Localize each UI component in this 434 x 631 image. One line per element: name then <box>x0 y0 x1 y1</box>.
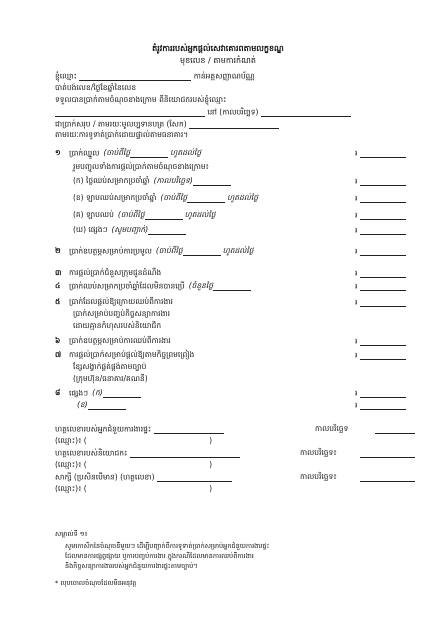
item-number: ៦ <box>55 336 61 345</box>
item-label: ប្រាក់ឈ្នួល <box>69 148 100 158</box>
item-label: (ខ) ឡាបឈប់សម្រាកប្រចាំឆ្នាំ <box>73 193 157 203</box>
payment-item-row <box>55 247 415 256</box>
currency-amount <box>355 337 406 346</box>
currency-symbol: ៛ <box>355 400 358 410</box>
sig-2-name-label: (ឈ្មោះ)៖ ( <box>55 460 87 469</box>
amount-field[interactable] <box>360 298 406 307</box>
currency-symbol: ៛ <box>355 176 358 186</box>
sig-name-2: (ឈ្មោះ)៖ ( ) <box>55 460 212 469</box>
amount-field[interactable] <box>360 351 406 360</box>
payment-item-row <box>55 298 415 307</box>
item-label: ការផ្តល់ប្រាក់សម្រាប់ផ្តល់ឱ្យតាមកិច្ចព្រមព្រៀង <box>69 350 195 359</box>
item-hint: (ចាប់ពីថ្ងៃ <box>103 148 131 158</box>
note-line-1: សូមកោសិកនៃចំណុចនីមួយៗ ដើម្បីបញ្ជាក់ពីការទូទាត់ប្រាក់សម្រាប់អ្នកជំនួយការងារផ្ទះ <box>65 542 270 550</box>
amount-field[interactable] <box>360 401 406 410</box>
name-field[interactable] <box>79 72 191 81</box>
sig-1-name-label: (ឈ្មោះ)៖ ( <box>55 436 87 445</box>
item-hint-field[interactable] <box>193 177 231 186</box>
amount-field[interactable] <box>360 337 406 346</box>
item-label: ការផ្តល់ប្រាក់ជំនួសក្រុមជូនដំណឹង <box>69 268 162 277</box>
payment-item-row <box>55 310 415 319</box>
item-label: ប្រាក់ឧបត្ថម្ភសម្រាប់ការប្រមូល <box>69 246 152 256</box>
sig-2-field[interactable] <box>130 449 240 458</box>
payment-item-row <box>55 351 415 360</box>
item-number: ៥ <box>55 297 61 306</box>
note-heading: សម្គាល់ទី ១៖ <box>55 530 88 538</box>
item-hint-field[interactable] <box>145 211 183 220</box>
sig-3-name-label: (ឈ្មោះ)៖ ( <box>55 484 87 493</box>
bank-row <box>55 131 188 140</box>
payment-item-row <box>55 363 415 372</box>
sig-3-date-label: កាលបរិច្ឆេទ៖ <box>300 472 337 481</box>
employer-label: ទទួលបានប្រាក់តាមចំណុចខាងក្រោម ពីនិយោជករបស់ខ្ញុំឈ្មោះ <box>55 95 227 104</box>
footnote: * លុបចោលចំណុចដែលមិនអនុវត្ត <box>55 579 137 587</box>
sig-row-3 <box>55 473 415 482</box>
at-date-field[interactable] <box>261 108 351 117</box>
currency-symbol: ៛ <box>355 225 358 235</box>
sig-1-date-label: កាលបរិច្ឆេទ <box>315 424 349 433</box>
item-label: ប្រាក់ឧបត្ថម្ភសម្រាប់ការឈប់ពីការងារ <box>69 336 171 345</box>
at-label: នៅ (កាលបរិច្ឆេទ) <box>207 107 259 117</box>
currency-amount <box>355 194 406 203</box>
payment-item-row <box>55 389 415 398</box>
currency-amount <box>355 269 406 278</box>
note-line-2: ដែលមានការផ្សព្វផ្សាយ ឬការបញ្ចប់ការងារ ក្នុងករណីដែលមានការឈប់ពីការងារ <box>65 552 254 560</box>
currency-symbol: ៛ <box>355 297 358 307</box>
name-row <box>55 72 255 81</box>
currency-amount <box>355 389 406 398</box>
sig-name-3: (ឈ្មោះ)៖ ( ) <box>55 484 212 493</box>
item-number: ២ <box>55 246 61 256</box>
item-hint: (កាលបរិច្ឆេទ) <box>153 176 193 186</box>
sig-2-date-label: កាលបរិច្ឆេទ៖ <box>300 448 337 457</box>
currency-amount <box>355 177 406 186</box>
amount-field[interactable] <box>360 226 406 235</box>
payment-item-row <box>55 149 415 158</box>
item-hint-field[interactable] <box>213 282 251 291</box>
item-label: (ក) ថ្លៃឈប់សម្រាកប្រចាំឆ្នាំ <box>73 176 150 186</box>
item-hint: (ចាប់ពីថ្ងៃ <box>117 210 145 220</box>
sig-row-2 <box>55 449 415 458</box>
payment-item-row <box>55 211 415 220</box>
item-label: ប្រាក់ដែលផ្តល់ឱ្យក្រោយឈប់ពីការងារ <box>69 297 173 306</box>
item-label: ដោយគ្មានកំហុសរបស់និយោជិក <box>73 321 162 330</box>
payment-item-row <box>55 282 415 291</box>
item-label: ប្រាក់ឈប់សម្រាកប្រចាំឆ្នាំដែលមិនបានប្រើ <box>69 281 185 291</box>
payment-item-row <box>55 322 415 331</box>
sig-1-label: ហត្ថលេខារបស់អ្នកជំនួយការងារផ្ទះ <box>55 424 152 434</box>
currency-symbol: ៛ <box>355 350 358 360</box>
sig-name-1: (ឈ្មោះ)៖ ( ) <box>55 436 212 445</box>
amount-field[interactable] <box>360 389 406 398</box>
item-hint-field[interactable] <box>88 401 126 410</box>
id-row <box>55 84 136 93</box>
item-number: ៣ <box>55 268 62 277</box>
item-hint: (ក) <box>92 388 103 398</box>
form-subtitle: មុខលេខ / តាមការកំណត់ <box>180 56 256 65</box>
method-row <box>55 120 279 129</box>
item-hint: (ខ) <box>77 400 88 410</box>
sig-row-1 <box>55 425 415 434</box>
item-hint: (ចំនួនថ្ងៃ <box>188 281 214 291</box>
method-label: ជាប្រាក់សរុប / តាមរយៈមូលប្បទានបត្រ (សែក) <box>55 119 187 129</box>
item-hint: (ចាប់ពីថ្ងៃ <box>160 193 188 203</box>
item-label: ប្រាក់សម្រាប់បញ្ចប់កិច្ចសន្យាការងារ <box>73 309 171 318</box>
amount-field[interactable] <box>360 211 406 220</box>
currency-symbol: ៛ <box>355 246 358 256</box>
payment-item-row <box>55 177 415 186</box>
amount-field[interactable] <box>360 177 406 186</box>
amount-field[interactable] <box>360 194 406 203</box>
sig-1-field[interactable] <box>154 425 224 434</box>
note-line-3: និងកិច្ចសន្យាការងាររបស់អ្នកជំនួយការងារផ្ទះតាមច្បាប់។ <box>65 562 198 570</box>
currency-symbol: ៛ <box>355 268 358 278</box>
form-title: តំរូវការរបស់អ្នកផ្តល់សេវាគោរពតាមលក្ខខណ្ឌ <box>152 44 284 53</box>
amount-field[interactable] <box>360 282 406 291</box>
item-number: ៤ <box>55 281 61 291</box>
item-hint-end: ហូតដល់ថ្ងៃ <box>227 193 259 203</box>
currency-amount <box>355 298 406 307</box>
payment-item-row <box>55 375 415 384</box>
method-field[interactable] <box>189 120 279 129</box>
sig-2-label: ហត្ថលេខារបស់និយោជក៖ <box>55 448 128 458</box>
amount-field[interactable] <box>360 149 406 158</box>
payment-item-row <box>55 401 415 410</box>
item-label: (ក្រុមហ៊ុន/ធនាគារ/គណនី) <box>73 374 148 383</box>
item-hint-field[interactable] <box>187 194 225 203</box>
amount-field[interactable] <box>360 269 406 278</box>
sig-1-date-field[interactable] <box>375 425 415 434</box>
payment-item-row <box>55 163 415 172</box>
currency-amount <box>355 401 406 410</box>
sig-2-date-field[interactable] <box>360 449 415 458</box>
bank-label: តាមរយៈការទូទាត់ប្រាក់ដោយផ្ទាល់តាមធនាគារ។ <box>55 130 189 139</box>
item-hint-end: ហូតដល់ថ្ងៃ <box>170 148 202 158</box>
payment-item-row <box>55 194 415 203</box>
item-number: ៧ <box>55 350 62 359</box>
currency-amount <box>355 149 406 158</box>
item-number: ៨ <box>55 388 61 398</box>
currency-amount <box>355 282 406 291</box>
amount-field[interactable] <box>360 247 406 256</box>
item-label: (ឃ) ផ្សេងៗ <box>73 225 108 235</box>
item-hint-field[interactable] <box>183 247 221 256</box>
payment-item-row <box>55 226 415 235</box>
item-hint: (សូមបញ្ជាក់) <box>111 225 149 235</box>
currency-symbol: ៛ <box>355 388 358 398</box>
item-label: (គ) ឡាបឈប់ <box>73 210 114 220</box>
payment-item-row <box>55 269 415 278</box>
item-hint-end: ហូតដល់ថ្ងៃ <box>222 246 254 256</box>
item-hint: (ចាប់ពីថ្ងៃ <box>155 246 183 256</box>
item-hint-field[interactable] <box>130 149 168 158</box>
currency-symbol: ៛ <box>355 281 358 291</box>
currency-symbol: ៛ <box>355 148 358 158</box>
at-row <box>55 108 351 117</box>
currency-symbol: ៛ <box>355 210 358 220</box>
sig-3-label: សាក្សី (ប្រសិនបើមាន) (ហត្ថលេខា) <box>55 472 155 482</box>
item-label: ផ្សេងៗ <box>69 388 89 398</box>
item-label: ខ្សែសង្វាក់ផ្គត់ផ្គង់តាមច្បាប់ <box>73 362 147 371</box>
item-hint-end: ហូតដល់ថ្ងៃ <box>184 210 216 220</box>
currency-amount <box>355 351 406 360</box>
currency-amount <box>355 211 406 220</box>
item-number: ១ <box>55 148 61 158</box>
name-label: ខ្ញុំឈ្មោះ <box>55 71 77 81</box>
currency-symbol: ៛ <box>355 193 358 203</box>
payment-item-row <box>55 337 415 346</box>
id-row-label: បាត់បង់លេខ/ថ្ងៃខែឆ្នាំនៃលេខ <box>55 83 137 92</box>
currency-amount <box>355 247 406 256</box>
employer-field[interactable] <box>55 108 205 117</box>
employer-row <box>55 96 226 105</box>
currency-symbol: ៛ <box>355 336 358 346</box>
item-hint-field[interactable] <box>103 389 141 398</box>
currency-amount <box>355 226 406 235</box>
item-hint-field[interactable] <box>148 226 186 235</box>
item-label: រួមបញ្ចូលទាំងការផ្តល់ប្រាក់តាមចំណុចខាងក្រោម៖ <box>73 162 209 171</box>
id-label: កាន់អត្តសញ្ញាណប័ណ្ណ <box>193 71 255 81</box>
sig-3-date-field[interactable] <box>360 473 415 482</box>
sig-3-field[interactable] <box>157 473 232 482</box>
